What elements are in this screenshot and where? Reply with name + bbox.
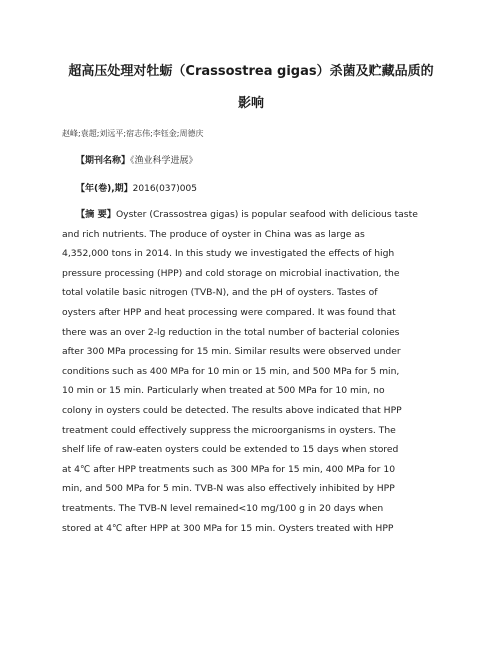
- abstract-line: there was an over 2-lg reduction in the total number of bacterial colonies: [62, 326, 400, 338]
- abstract-line: total volatile basic nitrogen (TVB-N), and the pH of oysters. Tastes of: [62, 287, 378, 299]
- abstract-line: conditions such as 400 MPa for 10 min or 15 min, and 500 MPa for 5 min,: [62, 365, 400, 377]
- title-line-1: 超高压处理对牡蛎（Crassostrea gigas）杀菌及贮藏品质的: [68, 64, 434, 79]
- abstract-line: oysters after HPP and heat processing were compared. It was found that: [62, 306, 396, 318]
- abstract-line: 【摘 要】Oyster (Crassostrea gigas) is popular seafood with delicious taste: [76, 209, 418, 220]
- volume-issue-row: [76, 181, 197, 194]
- abstract-line: colony in oysters could be detected. The results above indicated that HPP: [62, 404, 402, 416]
- abstract-line: after 300 MPa processing for 15 min. Similar results were observed under: [62, 346, 401, 358]
- abstract-line: min, and 500 MPa for 5 min. TVB-N was also effectively inhibited by HPP: [62, 483, 395, 495]
- abstract-line: pressure processing (HPP) and cold storage on microbial inactivation, the: [62, 267, 400, 279]
- volume-issue-value: 2016(037)005: [132, 184, 197, 194]
- abstract-line: treatments. The TVB-N level remained<10 mg/100 g in 20 days when: [62, 502, 384, 514]
- journal-name-label: 【期刊名称】: [76, 156, 131, 166]
- abstract-line: 10 min or 15 min. Particularly when treated at 500 MPa for 10 min, no: [62, 385, 385, 397]
- abstract-block: [62, 205, 440, 538]
- journal-name-value: 《渔业科学进展》: [130, 156, 198, 166]
- abstract-line: at 4℃ after HPP treatments such as 300 MPa for 15 min, 400 MPa for 10: [62, 463, 396, 475]
- abstract-line: stored at 4℃ after HPP at 300 MPa for 15 min. Oysters treated with HPP: [62, 522, 394, 534]
- author-list: 赵峰;袁超;刘远平;宿志伟;李钰金;周德庆: [62, 129, 204, 138]
- article-title: [62, 56, 440, 120]
- title-line-2: 影响: [237, 96, 264, 111]
- abstract-line: treatment could effectively suppress the microorganisms in oysters. The: [62, 424, 396, 436]
- abstract-line: and rich nutrients. The produce of oyster in China was as large as: [62, 228, 365, 240]
- journal-name-row: [76, 153, 198, 166]
- abstract-line: shelf life of raw-eaten oysters could be extended to 15 days when stored: [62, 444, 399, 456]
- abstract-label: 【摘 要】: [76, 209, 116, 220]
- abstract-line: 4,352,000 tons in 2014. In this study we investigated the effects of high: [62, 248, 395, 260]
- volume-issue-label: 【年(卷),期】: [76, 184, 133, 194]
